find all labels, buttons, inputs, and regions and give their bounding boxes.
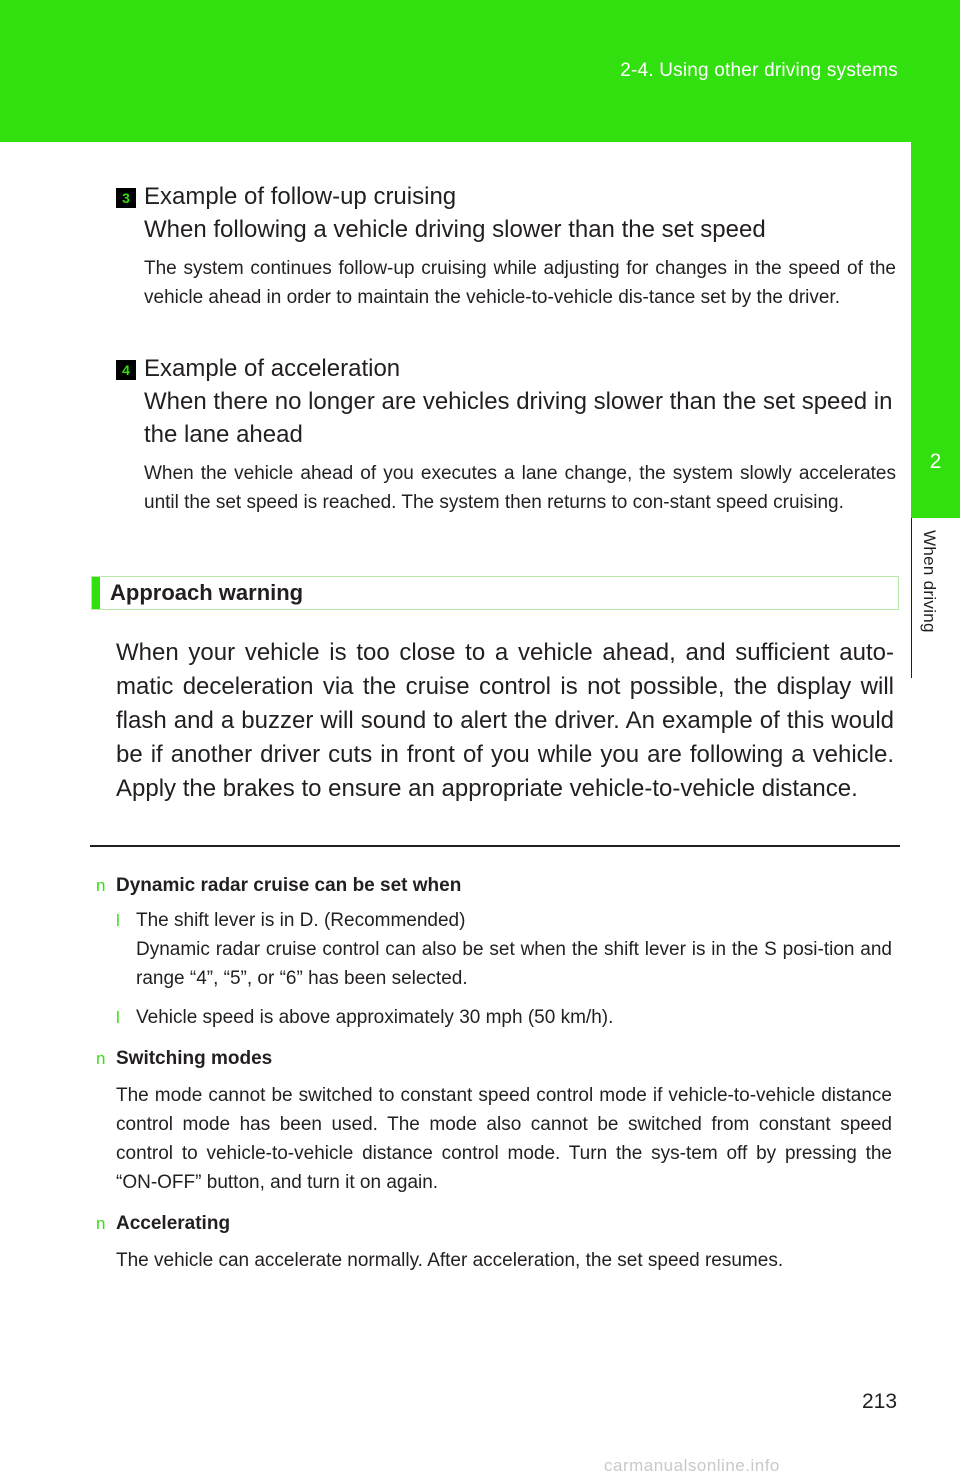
step-badge: 4 [116, 360, 136, 380]
note-heading [96, 1210, 892, 1238]
side-divider [911, 518, 912, 678]
step-description: When the vehicle ahead of you executes a lane change, the system slowly accelerates until the set speed is reached. The system then returns to con-stant speed cruising. [144, 463, 896, 513]
approach-warning-body: When your vehicle is too close to a vehicle ahead, and sufficient auto-matic deceleration via the cruise control is not possible, the display will flash and a buzzer will sound to alert the driver. An example of this would be if another driver cuts in front of you while you are following a vehicle. Apply the brakes to ensure an appropriate vehicle-to-vehicle distance. [116, 639, 894, 802]
note-bullet [96, 906, 892, 993]
note-bullet [96, 1003, 892, 1032]
step-subtitle: When there no longer are vehicles driving slower than the set speed in the lane ahead [144, 388, 893, 448]
note-bullet-text: The shift lever is in D. (Recommended) [136, 910, 466, 931]
note-switching-modes [96, 1045, 892, 1197]
watermark: carmanualsonline.info [604, 1456, 780, 1475]
square-bullet-icon: n [96, 876, 106, 895]
step-description: The system continues follow-up cruising while adjusting for changes in the speed of the vehicle ahead in order to maintain the vehicle-to-vehicle dis-tance set by the driver. [144, 258, 896, 308]
step-badge: 3 [116, 188, 136, 208]
note-heading [96, 1045, 892, 1073]
square-bullet-icon: n [96, 1214, 106, 1233]
approach-warning-header [91, 576, 899, 610]
note-bullet-text: Vehicle speed is above approximately 30 mph (50 km/h). [136, 1007, 614, 1028]
note-body: The mode cannot be switched to constant speed control mode if vehicle-to-vehicle distance control mode has been used. The mode also cannot be switched from constant speed control to vehicle-to-vehicle distance control mode. Turn the sys-tem off by pressing the “ON-OFF” button, and turn it on again. [116, 1085, 892, 1193]
note-heading-text: Accelerating [116, 1213, 231, 1234]
section-accent [92, 577, 100, 609]
step-title: Example of follow-up cruising [144, 183, 457, 210]
chapter-tab [911, 142, 960, 518]
note-bullet-detail: Dynamic radar cruise control can also be set when the shift lever is in the S posi-tion and range “4”, “5”, or “6” has been selected. [136, 939, 892, 989]
header-band [0, 0, 960, 142]
round-bullet-icon: l [116, 911, 120, 930]
note-set-when [96, 872, 892, 1032]
note-heading-text: Dynamic radar cruise can be set when [116, 875, 462, 896]
section-heading: Approach warning [110, 580, 304, 605]
chapter-number: 2 [929, 450, 942, 473]
step-title: Example of acceleration [144, 355, 401, 382]
note-accelerating [96, 1210, 892, 1275]
chapter-label: When driving [920, 530, 939, 633]
section-title: 2-4. Using other driving systems [620, 60, 898, 81]
round-bullet-icon: l [116, 1008, 120, 1027]
square-bullet-icon: n [96, 1049, 106, 1068]
page-number: 213 [862, 1390, 898, 1413]
note-heading [96, 872, 892, 900]
note-body: The vehicle can accelerate normally. After acceleration, the set speed resumes. [116, 1250, 784, 1271]
note-heading-text: Switching modes [116, 1048, 273, 1069]
step-subtitle: When following a vehicle driving slower than the set speed [144, 216, 766, 243]
notes-divider [90, 845, 900, 847]
